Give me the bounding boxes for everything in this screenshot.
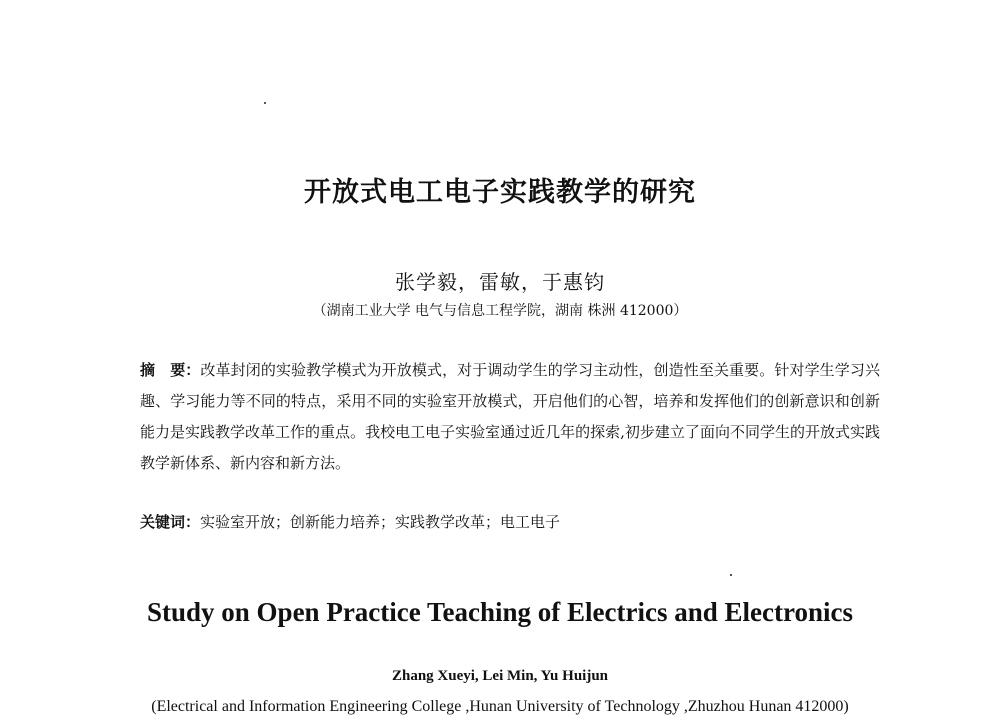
scan-speck (264, 102, 266, 104)
english-title: Study on Open Practice Teaching of Electrics and Electronics (147, 597, 853, 627)
english-authors: Zhang Xueyi, Lei Min, Yu Huijun (391, 668, 609, 684)
abstract-label: 摘 要： (140, 361, 201, 379)
chinese-authors: 张学毅，雷敏，于惠钧 (395, 270, 605, 294)
chinese-title: 开放式电工电子实践教学的研究 (304, 177, 696, 208)
abstract-paragraph (140, 355, 880, 479)
keywords-line (140, 510, 880, 534)
keywords-label: 关键词： (140, 513, 201, 531)
abstract-text: 改革封闭的实验教学模式为开放模式，对于调动学生的学习主动性，创造性至关重要。针对学生学习兴趣、学习能力等不同的特点，采用不同的实验室开放模式，开启他们的心智，培养和发挥他们的创新意识和创新能力是实践教学改革工作的重点。我校电工电子实验室通过近几年的探索,初步建立了面向不同学生的开放式实践教学新体系、新内容和新方法。 (140, 361, 880, 472)
keywords-text: 实验室开放；创新能力培养；实践教学改革；电工电子 (200, 513, 561, 531)
scan-speck (730, 574, 732, 576)
english-affiliation: (Electrical and Information Engineering College ,Hunan University of Technology ,Zhuzhou Hunan 412000) (151, 698, 849, 715)
chinese-affiliation: （湖南工业大学 电气与信息工程学院，湖南 株洲 412000） (312, 303, 688, 319)
